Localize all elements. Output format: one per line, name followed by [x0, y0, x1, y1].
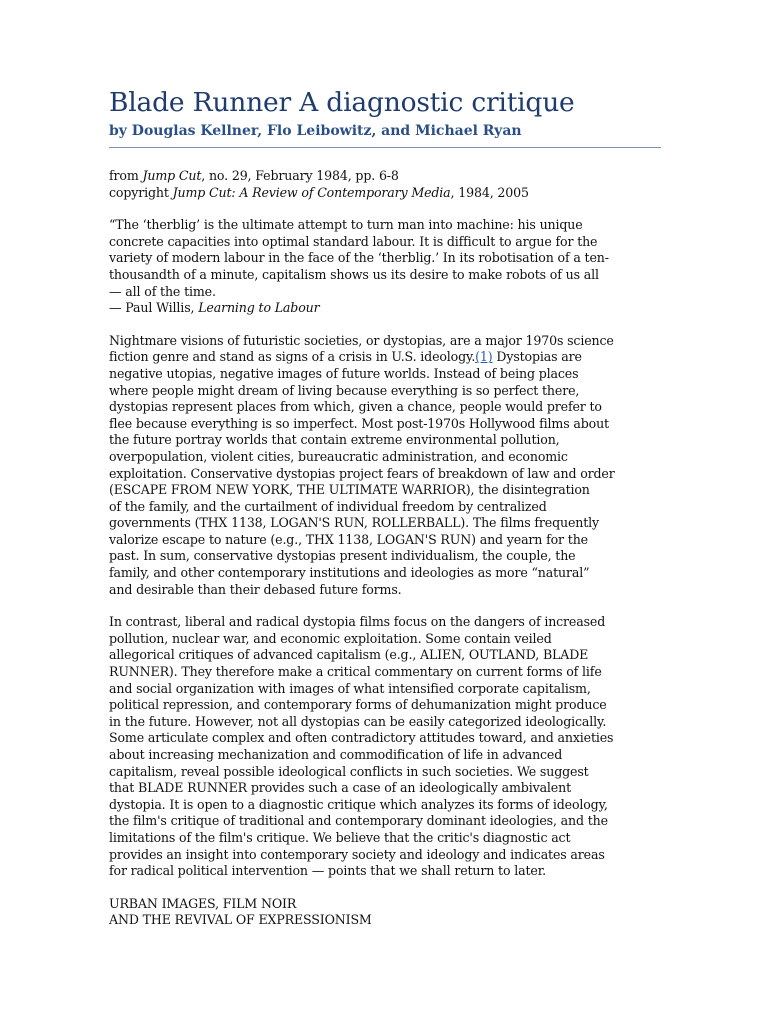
paragraph-line: family, and other contemporary institutions and ideologies as more “natural”	[109, 565, 590, 581]
article-page	[109, 86, 661, 929]
epigraph-work-title: Learning to Labour	[198, 300, 320, 316]
paragraph-line: the film's critique of traditional and contemporary dominant ideologies, and the	[109, 813, 608, 829]
epigraph-attribution: — Paul Willis, Learning to Labour	[109, 300, 320, 316]
body-paragraph-1	[109, 333, 661, 599]
copyright-journal: Jump Cut: A Review of Contemporary Media	[172, 184, 451, 200]
paragraph-line: of the family, and the curtailment of individual freedom by centralized	[109, 498, 547, 514]
paragraph-line: valorize escape to nature (e.g., THX 1138, LOGAN'S RUN) and yearn for the	[109, 531, 588, 547]
section-heading	[109, 896, 661, 929]
article-title: Blade Runner A diagnostic critique	[109, 87, 575, 118]
epigraph-line: thousandth of a minute, capitalism shows us its desire to make robots of us all	[109, 266, 599, 282]
paragraph-line: dystopias represent places from which, given a chance, people would prefer to	[109, 399, 602, 415]
paragraph-line: and social organization with images of what intensified corporate capitalism,	[109, 680, 591, 696]
section-heading-line: URBAN IMAGES, FILM NOIR	[109, 895, 297, 911]
paragraph-line: In contrast, liberal and radical dystopia films focus on the dangers of increased	[109, 614, 606, 630]
paragraph-line: exploitation. Conservative dystopias project fears of breakdown of law and order	[109, 465, 615, 481]
paragraph-line: governments (THX 1138, LOGAN'S RUN, ROLLERBALL). The films frequently	[109, 515, 599, 531]
paragraph-line: dystopia. It is open to a diagnostic critique which analyzes its forms of ideology,	[109, 796, 608, 812]
paragraph-line: overpopulation, violent cities, bureaucratic administration, and economic	[109, 448, 568, 464]
paragraph-line: RUNNER). They therefore make a critical commentary on current forms of life	[109, 664, 602, 680]
paragraph-line: Some articulate complex and often contradictory attitudes toward, and anxieties	[109, 730, 614, 746]
epigraph-line: concrete capacities into optimal standard labour. It is difficult to argue for the	[109, 233, 598, 249]
journal-name: Jump Cut	[142, 168, 202, 183]
paragraph-line: and desirable than their debased future forms.	[109, 581, 402, 597]
paragraph-line: capitalism, reveal possible ideological conflicts in such societies. We suggest	[109, 763, 589, 779]
paragraph-line: negative utopias, negative images of future worlds. Instead of being places	[109, 365, 579, 381]
footnote-link-1[interactable]: (1)	[475, 349, 493, 365]
source-citation	[109, 168, 661, 201]
paragraph-line: for radical political intervention — points that we shall return to later.	[109, 863, 547, 879]
paragraph-line: the future portray worlds that contain extreme environmental pollution,	[109, 432, 560, 448]
section-heading-line: AND THE REVIVAL OF EXPRESSIONISM	[109, 912, 372, 928]
epigraph-line: “The ‘therblig’ is the ultimate attempt to turn man into machine: his unique	[109, 217, 583, 233]
paragraph-line: provides an insight into contemporary society and ideology and indicates areas	[109, 846, 605, 862]
paragraph-line: Nightmare visions of futuristic societies, or dystopias, are a major 1970s science	[109, 332, 614, 348]
paragraph-line: pollution, nuclear war, and economic exploitation. Some contain veiled	[109, 630, 552, 646]
paragraph-line: in the future. However, not all dystopias can be easily categorized ideologically.	[109, 713, 607, 729]
article-byline: by Douglas Kellner, Flo Leibowitz, and Michael Ryan	[109, 123, 522, 139]
paragraph-line: past. In sum, conservative dystopias present individualism, the couple, the	[109, 548, 576, 564]
body-paragraph-2	[109, 614, 661, 880]
paragraph-line: allegorical critiques of advanced capitalism (e.g., ALIEN, OUTLAND, BLADE	[109, 647, 589, 663]
epigraph-line: variety of modern labour in the face of the ‘therblig.’ In its robotisation of a ten-	[109, 250, 609, 266]
epigraph	[109, 217, 661, 317]
paragraph-line: limitations of the film's critique. We believe that the critic's diagnostic act	[109, 829, 571, 845]
title-divider	[109, 147, 661, 148]
source-line-1: from Jump Cut, no. 29, February 1984, pp. 6-8	[109, 168, 399, 183]
paragraph-line: flee because everything is so imperfect. Most post-1970s Hollywood films about	[109, 415, 609, 431]
paragraph-line: about increasing mechanization and commodification of life in advanced	[109, 747, 563, 762]
paragraph-line: (ESCAPE FROM NEW YORK, THE ULTIMATE WARRIOR), the disintegration	[109, 482, 590, 498]
paragraph-line: political repression, and contemporary forms of dehumanization might produce	[109, 697, 607, 713]
paragraph-line: that BLADE RUNNER provides such a case of an ideologically ambivalent	[109, 780, 571, 796]
epigraph-line: — all of the time.	[109, 283, 216, 299]
paragraph-line: where people might dream of living because everything is so perfect there,	[109, 382, 580, 398]
paragraph-line: fiction genre and stand as signs of a crisis in U.S. ideology.(1) Dystopias are	[109, 349, 582, 365]
copyright-line: copyright Jump Cut: A Review of Contemporary Media, 1984, 2005	[109, 184, 529, 200]
